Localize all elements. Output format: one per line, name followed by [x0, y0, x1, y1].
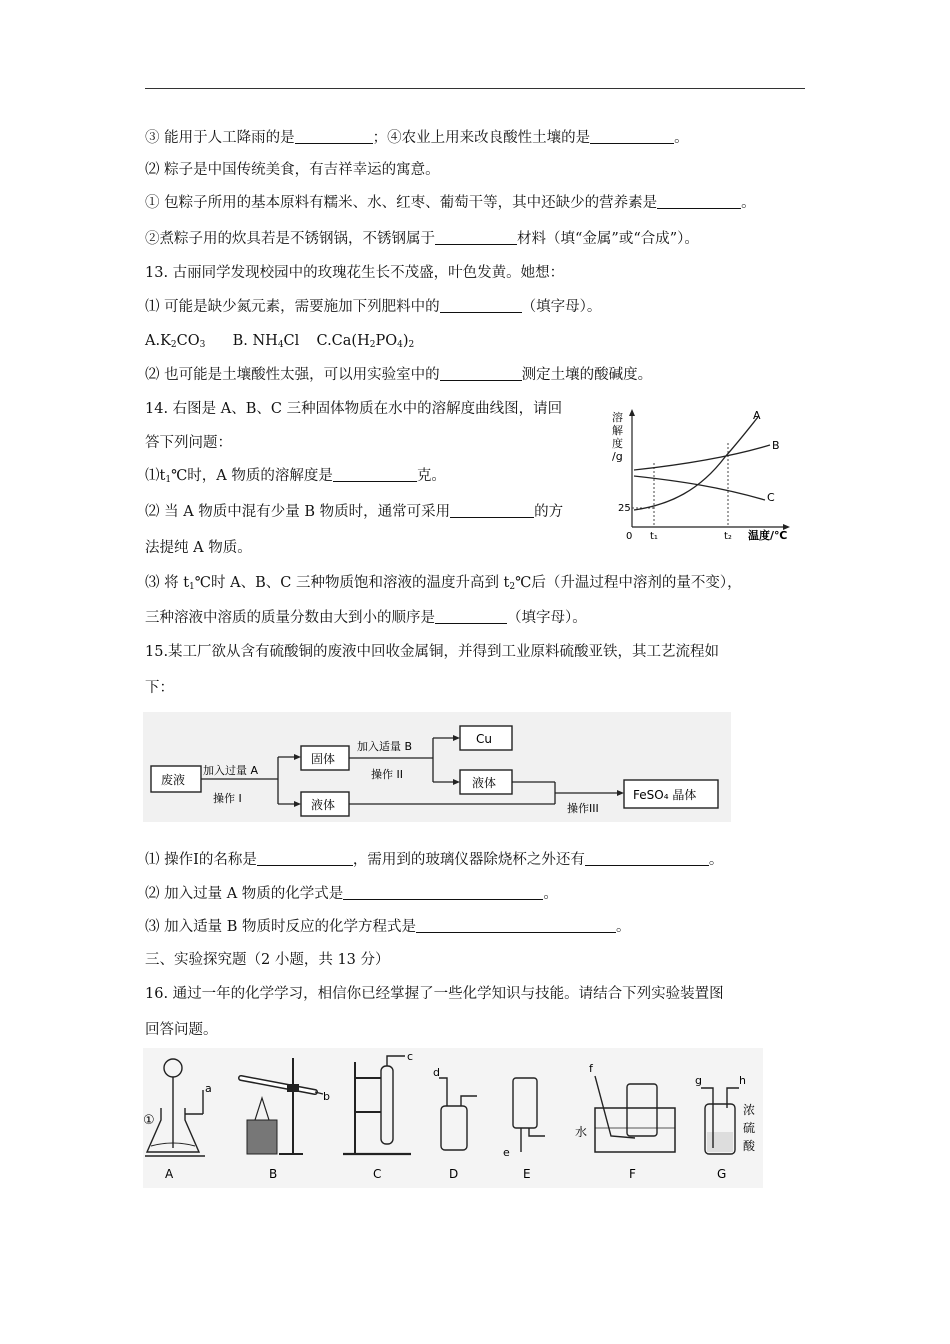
- answer-blank[interactable]: [295, 128, 373, 144]
- text-water: 水: [575, 1125, 588, 1139]
- ylabel-2: 解: [612, 424, 623, 437]
- label-apparatus-g: G: [717, 1167, 727, 1181]
- tick-t1: t₁: [650, 531, 658, 542]
- answer-blank[interactable]: [440, 365, 522, 381]
- mark-b: b: [323, 1090, 330, 1103]
- option-a: $A.K_2CO_3$: [145, 333, 206, 350]
- q13-stem: 13. 古丽同学发现校园中的玫瑰花生长不茂盛，叶色发黄。她想：: [145, 265, 565, 281]
- section-3-heading: 三、实验探究题（2 小题，共 13 分）: [145, 952, 390, 968]
- q15-stem-2: 下：: [145, 680, 174, 696]
- mark-f: f: [589, 1062, 593, 1075]
- q14-part2: ⑵ 当 A 物质中混有少量 B 物质时，通常可采用 的方: [145, 504, 564, 520]
- label-apparatus-d: D: [449, 1167, 459, 1181]
- apparatus-b: [241, 1058, 323, 1154]
- ylabel-4: /g: [612, 450, 623, 463]
- mark-d: d: [433, 1066, 440, 1079]
- text-liquid2: 液体: [472, 776, 497, 790]
- apparatus-g: [701, 1088, 739, 1154]
- mark-g: g: [695, 1074, 702, 1087]
- q14-part3-cont: 三种溶液中溶质的质量分数由大到小的顺序是 （填字母）。: [145, 610, 587, 626]
- mark-one: ①: [143, 1113, 155, 1128]
- q12-part2-intro: ⑵ 粽子是中国传统美食，有吉祥幸运的寓意。: [145, 162, 440, 178]
- q15-stem-1: 15.某工厂欲从含有硫酸铜的废液中回收金属铜，并得到工业原料硫酸亚铁，其工艺流程如: [145, 644, 720, 660]
- answer-blank[interactable]: [585, 850, 709, 866]
- label-a: A: [753, 409, 761, 422]
- text-op2: 操作 II: [371, 768, 403, 781]
- acid-label-3: 酸: [743, 1139, 756, 1153]
- origin-label: 0: [626, 531, 633, 542]
- answer-blank[interactable]: [590, 128, 674, 144]
- answer-blank[interactable]: [333, 466, 417, 482]
- answer-blank[interactable]: [450, 502, 534, 518]
- xlabel: 温度/℃: [748, 529, 788, 542]
- curve-a: [634, 417, 758, 510]
- ylabel-3: 度: [612, 437, 623, 450]
- apparatus-f: [595, 1076, 675, 1152]
- arrowhead-liquid2: [453, 779, 460, 785]
- answer-blank[interactable]: [435, 229, 517, 245]
- acid-label-1: 浓: [743, 1103, 756, 1117]
- q15-part2: ⑵ 加入过量 A 物质的化学式是 。: [145, 886, 558, 902]
- q14-part1: $⑴t_1℃$时，A 物质的溶解度是 克。: [145, 468, 446, 485]
- text-op3: 操作III: [567, 802, 599, 815]
- acid-label-2: 硫: [743, 1121, 756, 1135]
- apparatus-figure: [143, 1048, 763, 1188]
- process-flow-diagram: [143, 712, 731, 822]
- q15-part1: ⑴ 操作I的名称是 ，需用到的玻璃仪器除烧杯之外还有 。: [145, 852, 724, 868]
- mark-a: a: [205, 1082, 212, 1095]
- apparatus-c: [343, 1056, 411, 1154]
- answer-blank[interactable]: [440, 297, 522, 313]
- label-apparatus-a: A: [165, 1167, 174, 1181]
- q14-stem-1: 14. 右图是 A、B、C 三种固体物质在水中的溶解度曲线图，请回: [145, 401, 563, 417]
- tick-25: 25: [618, 503, 631, 514]
- label-apparatus-c: C: [373, 1167, 382, 1181]
- text-product: FeSO₄ 晶体: [633, 788, 697, 802]
- arrowhead-cu: [453, 735, 460, 741]
- text-add-a: 加入过量 A: [203, 764, 259, 777]
- label-apparatus-b: B: [269, 1167, 278, 1181]
- apparatus-d: [439, 1078, 477, 1150]
- q12-part2-1: ① 包粽子所用的基本原料有糯米、水、红枣、葡萄干等，其中还缺少的营养素是 。: [145, 195, 756, 211]
- text-add-b: 加入适量 B: [357, 740, 413, 753]
- q13-options: [145, 331, 414, 355]
- y-axis-arrow: [629, 409, 635, 416]
- q14-stem-2: 答下列问题：: [145, 435, 232, 451]
- mark-e: e: [503, 1146, 510, 1159]
- tick-t2: t₂: [724, 531, 732, 542]
- answer-blank[interactable]: [416, 917, 616, 933]
- text-waste: 废液: [161, 773, 186, 787]
- q13-part2: ⑵ 也可能是土壤酸性太强，可以用实验室中的 测定土壤的酸碱度。: [145, 367, 653, 383]
- arrowhead-product: [617, 790, 624, 796]
- mark-h: h: [739, 1074, 746, 1087]
- label-b: B: [772, 439, 780, 452]
- arrowhead-liquid1: [294, 801, 301, 807]
- q14-part2-cont: 法提纯 A 物质。: [145, 540, 252, 556]
- label-apparatus-e: E: [523, 1167, 531, 1181]
- answer-blank[interactable]: [343, 884, 543, 900]
- ylabel-1: 溶: [612, 411, 623, 424]
- text-op1: 操作 I: [213, 792, 242, 805]
- arrowhead-solid: [294, 754, 301, 760]
- solubility-chart: [610, 405, 800, 545]
- option-c: $C.Ca(H_2PO_4)_2$: [316, 333, 415, 350]
- apparatus-a: [145, 1059, 205, 1156]
- answer-blank[interactable]: [435, 608, 507, 624]
- text-cu: Cu: [476, 732, 492, 746]
- q16-stem-1: 16. 通过一年的化学学习，相信你已经掌握了一些化学知识与技能。请结合下列实验装置图: [145, 986, 724, 1002]
- label-apparatus-f: F: [629, 1167, 636, 1181]
- label-c: C: [767, 491, 775, 504]
- mark-c: c: [407, 1050, 414, 1063]
- answer-blank[interactable]: [657, 193, 741, 209]
- q13-part1: ⑴ 可能是缺少氮元素，需要施加下列肥料中的 （填字母）。: [145, 299, 602, 315]
- q16-stem-2: 回答问题。: [145, 1022, 218, 1038]
- text-solid: 固体: [311, 752, 336, 766]
- text-liquid1: 液体: [311, 798, 336, 812]
- apparatus-e: [513, 1078, 545, 1152]
- q15-part3: ⑶ 加入适量 B 物质时反应的化学方程式是 。: [145, 919, 631, 935]
- q12-line-3: ③ 能用于人工降雨的是 ；④农业上用来改良酸性土壤的是 。: [145, 130, 689, 146]
- option-b: B. $NH_4Cl$: [232, 333, 300, 350]
- curve-b: [634, 445, 770, 470]
- answer-blank[interactable]: [257, 850, 353, 866]
- q12-part2-2: ②煮粽子用的炊具若是不锈钢锅，不锈钢属于 材料（填“金属”或“合成”）。: [145, 231, 699, 247]
- q14-part3: ⑶ 将 $t_1℃$时 A、B、C 三种物质饱和溶液的温度升高到 $t_2℃$后（升温过程中溶剂的量不变），: [145, 575, 742, 592]
- header-rule: [145, 88, 805, 89]
